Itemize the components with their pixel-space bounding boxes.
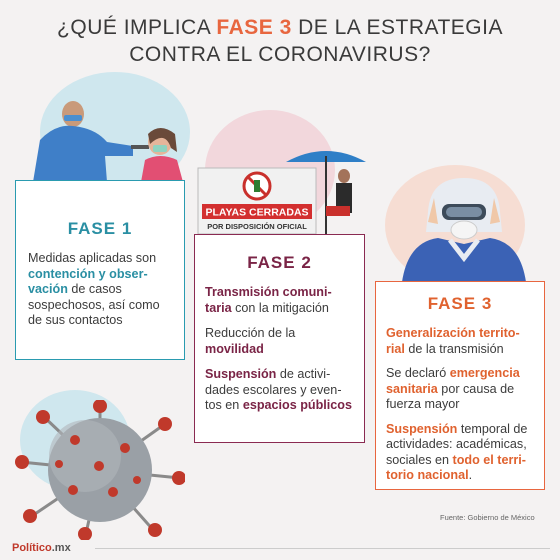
- fase-1-heading: FASE 1: [67, 219, 133, 238]
- fase-2-card: [194, 234, 365, 443]
- fase-3-heading: FASE 3: [427, 294, 493, 313]
- fase-2-item-2: Reducción de la movilidad: [205, 326, 296, 356]
- photo-hazmat-worker: [398, 172, 530, 282]
- fase-1-card: [15, 180, 185, 360]
- title-line-2: CONTRA EL CORONAVIRUS?: [129, 43, 431, 66]
- footer-divider: [95, 548, 550, 549]
- fase-3-item-2: Se declaró emergencia sanitaria por causa de fuerza mayor: [386, 366, 520, 411]
- source-credit: Fuente: Gobierno de México: [440, 513, 535, 522]
- brand-logo: Político.mx: [12, 542, 71, 554]
- fase-3-item-1: Generalización territo-rial de la transmisión: [386, 326, 520, 356]
- fase-1-text: Medidas aplicadas son contención y obser-vación de casos sospechosos, así como de sus contactos: [28, 251, 160, 327]
- title-accent: FASE 3: [216, 16, 292, 39]
- photo-beach-closed-sign: [196, 138, 366, 234]
- sign-text-line-2: POR DISPOSICIÓN OFICIAL: [207, 222, 307, 231]
- coronavirus-illustration: [15, 400, 185, 540]
- title-text: ¿QUÉ IMPLICA: [57, 16, 217, 39]
- fase-2-item-3: Suspensión de activi-dades escolares y even-tos en espacios públicos: [205, 367, 352, 412]
- sign-text-line-1: PLAYAS CERRADAS: [205, 206, 309, 219]
- title-text: DE LA ESTRATEGIA: [291, 16, 503, 39]
- fase-3-card: [375, 281, 545, 490]
- fase-2-heading: FASE 2: [247, 253, 312, 272]
- fase-2-item-1: Transmisión comuni-taria con la mitigación: [205, 285, 332, 315]
- photo-temperature-check: [15, 90, 185, 182]
- page-title: [0, 14, 560, 68]
- fase-3-item-3: Suspensión temporal de actividades: académicas, sociales en todo el terri-torio nacional.: [386, 421, 528, 482]
